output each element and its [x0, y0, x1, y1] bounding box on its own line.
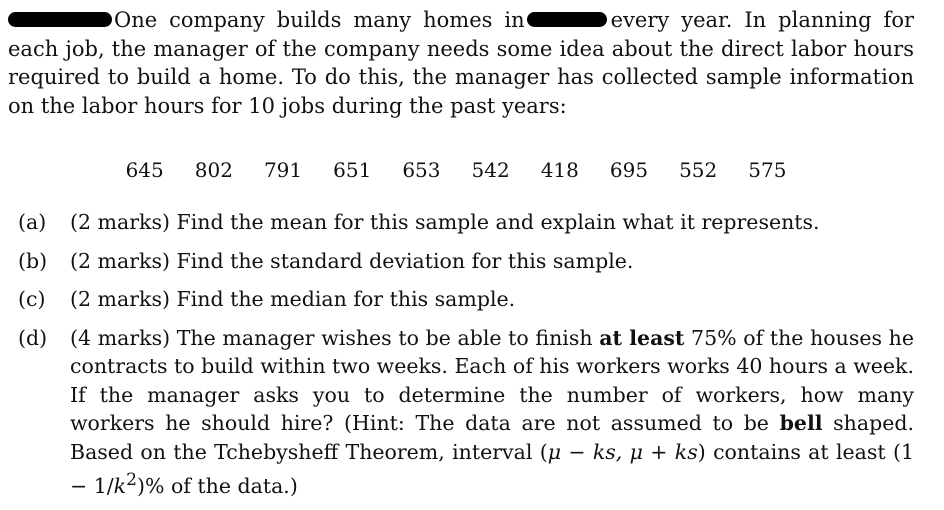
data-value: 542: [471, 158, 510, 182]
math-k: k: [113, 473, 127, 498]
data-value: 802: [194, 158, 233, 182]
question-parts: [8, 208, 914, 500]
part-d-text-4: ) contains at least (1 − 1/: [70, 439, 914, 498]
data-values-row: [0, 158, 914, 182]
data-value: 645: [125, 158, 164, 182]
part-d-text-1: (4 marks) The manager wishes to be able to finish: [70, 325, 600, 350]
part-text: (2 marks) Find the standard deviation for this sample.: [70, 248, 634, 273]
math-exponent: 2: [126, 470, 137, 490]
intro-text-2: every year. In planning for each job, the manager of the company needs some idea about the direct labor hours required to build a home. To do this, the manager has collected sample information on the labor hours for 10 jobs during the past years:: [8, 8, 914, 118]
part-text: [70, 324, 914, 501]
part-label: (c): [18, 287, 46, 311]
data-value: 791: [263, 158, 303, 182]
part-text: (2 marks) Find the mean for this sample and explain what it represents.: [70, 210, 820, 234]
data-value: 418: [540, 158, 579, 182]
data-value: 575: [748, 158, 787, 182]
part-d-text-3: shaped. Based on the Tchebysheff Theorem, interval (: [70, 411, 914, 464]
data-value: 552: [679, 158, 718, 182]
redaction-mark: [527, 12, 607, 27]
part-d-text-2: 75% of the houses he contracts to build within two weeks. Each of his workers works 40 hours a week. If the manager asks you to determine the number of workers, how many workers he should hire? (Hint: The data are not assumed to be: [70, 325, 914, 435]
emphasis-at-least: at least: [599, 325, 685, 350]
part-c: [8, 285, 914, 314]
intro-paragraph: [8, 6, 914, 120]
part-label: (a): [18, 210, 47, 234]
part-d: [8, 324, 914, 501]
part-d-text-5: )% of the data.): [136, 473, 298, 498]
emphasis-bell: bell: [779, 411, 823, 435]
part-label: (d): [18, 325, 48, 350]
math-interval: μ − ks, μ + ks: [547, 439, 698, 464]
part-a: [8, 208, 914, 237]
data-value: 651: [333, 158, 372, 182]
part-label: (b): [18, 248, 48, 273]
document-page: [8, 6, 914, 510]
data-value: 653: [402, 158, 441, 182]
redaction-mark: [8, 12, 112, 27]
part-b: [8, 247, 914, 276]
intro-text-1: One company builds many homes in: [114, 8, 525, 32]
data-value: 695: [609, 158, 649, 182]
part-text: (2 marks) Find the median for this sample.: [70, 287, 516, 311]
